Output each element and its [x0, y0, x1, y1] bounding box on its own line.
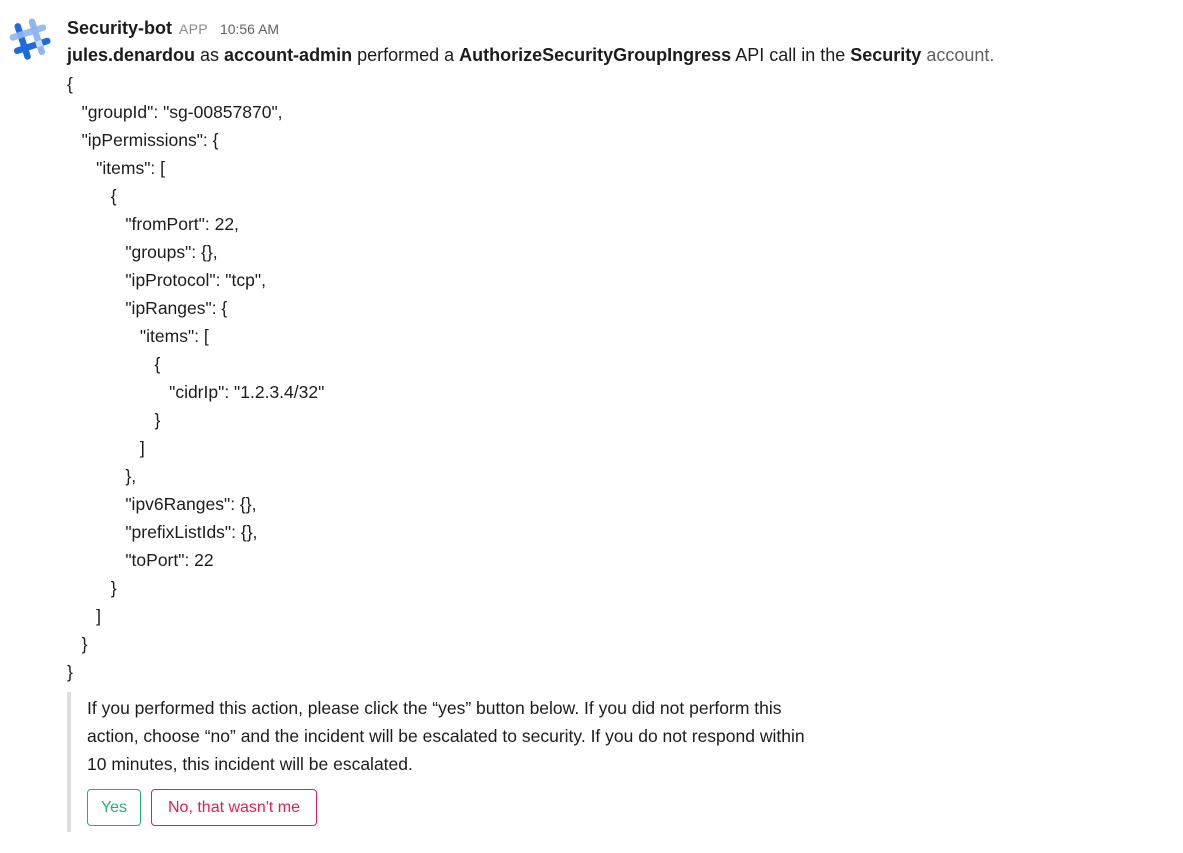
code-line: }	[67, 410, 161, 430]
code-line: ]	[67, 438, 145, 458]
code-line: "toPort": 22	[67, 550, 214, 570]
code-line: "groupId": "sg-00857870",	[67, 102, 283, 122]
summary-user: jules.denardou	[67, 45, 196, 65]
summary-as: as	[195, 45, 225, 65]
summary-performed: performed a	[352, 45, 460, 65]
avatar[interactable]	[8, 17, 52, 61]
no-button[interactable]: No, that wasn't me	[151, 789, 317, 826]
summary-call-in: API call in the	[731, 45, 851, 65]
code-line: ]	[67, 606, 102, 626]
code-line: }	[67, 634, 88, 654]
code-line: },	[67, 466, 137, 486]
code-line: "fromPort": 22,	[67, 214, 239, 234]
code-line: {	[67, 186, 117, 206]
summary-api-call: AuthorizeSecurityGroupIngress	[459, 45, 732, 65]
message-summary	[67, 43, 994, 67]
yes-button[interactable]: Yes	[87, 789, 141, 826]
code-line: {	[67, 74, 73, 94]
timestamp[interactable]: 10:56 AM	[219, 21, 280, 37]
summary-role: account-admin	[224, 45, 353, 65]
summary-account-suffix: account.	[921, 45, 995, 65]
code-line: "items": [	[67, 158, 165, 178]
summary-account: Security	[850, 45, 922, 65]
app-badge: APP	[179, 21, 208, 37]
code-line: "prefixListIds": {},	[67, 522, 258, 542]
code-line: "ipProtocol": "tcp",	[67, 270, 266, 290]
code-line: "cidrIp": "1.2.3.4/32"	[67, 382, 325, 402]
code-line: "ipv6Ranges": {},	[67, 494, 257, 514]
code-line: }	[67, 578, 117, 598]
code-line: "ipPermissions": {	[67, 130, 219, 150]
code-line: {	[67, 354, 161, 374]
message-header	[67, 18, 279, 42]
json-payload	[67, 70, 324, 686]
attachment-text: If you performed this action, please click the “yes” button below. If you did not perform this action, choose “no” and the incident will be escalated to security. If you do not respond within 10 minutes, this incident will be escalated.	[87, 698, 805, 774]
security-bot-hash-icon	[8, 17, 52, 61]
code-line: }	[67, 662, 73, 682]
code-line: "items": [	[67, 326, 209, 346]
code-line: "ipRanges": {	[67, 298, 228, 318]
action-attachment	[67, 692, 831, 832]
sender-name[interactable]: Security-bot	[67, 18, 173, 38]
code-line: "groups": {},	[67, 242, 218, 262]
